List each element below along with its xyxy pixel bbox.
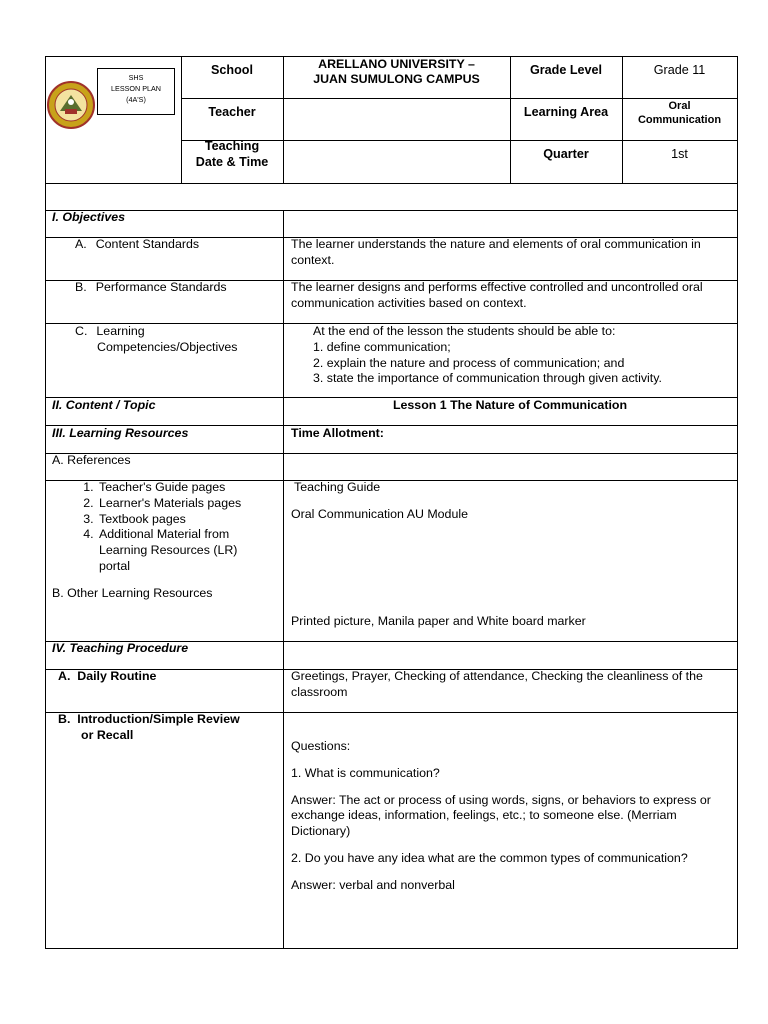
other-resources-label: B. Other Learning Resources [52,586,213,600]
school-value-line: ARELLANO UNIVERSITY – [318,57,475,71]
daily-routine-value: Greetings, Prayer, Checking of attendance, Checking the cleanliness of the classroom [291,669,703,699]
learning-area-value-line: Oral [668,100,691,112]
school-label: School [211,63,253,77]
content-standards-label-text: Content Standards [95,237,200,251]
competencies-label [75,324,280,356]
competencies-label-text: Learning [96,324,145,338]
quarter-label: Quarter [543,147,589,161]
teaching-date-label-line: Teaching [204,139,260,153]
time-allotment-label: Time Allotment: [291,426,384,440]
competencies-label-text: Competencies/Objectives [97,339,238,354]
grade-level-value: Grade 11 [653,63,706,77]
table-border-right [737,56,738,948]
competency-item: 1. define communication; [313,339,451,354]
divider [45,183,738,184]
content-topic: Lesson 1 The Nature of Communication [392,398,628,412]
learning-area-label: Learning Area [523,105,609,119]
competencies-value [313,324,733,387]
university-seal-icon [46,80,96,130]
grade-level-label: Grade Level [529,63,603,77]
reference-item: 1. Teacher's Guide pages [97,480,280,496]
module-value: Oral Communication AU Module [291,507,468,521]
table-border-left [45,56,46,948]
table-border-bottom [45,948,738,949]
other-resources-value: Printed picture, Manila paper and White board marker [291,614,586,628]
question-1: 1. What is communication? [291,765,440,780]
learning-area-value [622,99,737,127]
quarter-value: 1st [671,147,688,161]
divider [283,210,284,948]
introduction-label-line: B. Introduction/Simple Review [58,712,240,726]
answer-1: Answer: The act or process of using words, signs, or behaviors to express or exchange ideas, information, feelings, etc.; to someone else. (Merriam Dictionary) [291,792,711,839]
resources-heading: III. Learning Resources [52,426,189,440]
content-standards-label [75,237,280,253]
lesson-plan-label-line: (4A'S) [126,95,146,104]
competency-item: 3. state the importance of communication through given activity. [313,371,662,386]
teaching-guide-value: Teaching Guide [294,480,381,494]
references-label: A. References [52,453,131,467]
questions-label: Questions: [291,739,351,753]
content-standards-value: The learner understands the nature and elements of oral communication in context. [291,237,701,267]
school-value [283,56,510,87]
competencies-label-line [75,324,280,340]
competencies-intro: At the end of the lesson the students should be able to: [313,324,616,338]
teaching-date-label [181,139,283,171]
objectives-heading: I. Objectives [52,210,126,224]
list-marker: A. [75,237,87,251]
question-2: 2. Do you have any idea what are the common types of communication? [291,850,688,865]
school-value-line: JUAN SUMULONG CAMPUS [313,72,480,86]
introduction-value [291,739,733,894]
reference-list [52,480,280,575]
answer-2: Answer: verbal and nonverbal [291,877,455,892]
procedure-heading: IV. Teaching Procedure [52,641,189,655]
reference-item: 3. Textbook pages [97,512,280,528]
teaching-date-label-line: Date & Time [195,154,269,169]
lesson-plan-label-box [97,68,175,115]
performance-standards-label [75,280,280,296]
teacher-label: Teacher [208,105,256,119]
list-marker: B. [75,280,87,294]
reference-item: 2. Learner's Materials pages [97,496,280,512]
list-marker: C. [75,324,88,338]
lesson-plan-label-line: LESSON PLAN [111,84,161,93]
reference-item: 4. Additional Material from Learning Resources (LR) portal [97,527,280,574]
daily-routine-label: A. Daily Routine [58,669,157,683]
learning-area-value-line: Communication [637,114,722,126]
lesson-plan-label-line: SHS [128,73,144,82]
introduction-label-line: or Recall [81,727,134,742]
introduction-label [58,712,280,744]
performance-standards-value: The learner designs and performs effective controlled and uncontrolled oral communication activities based on context. [291,280,703,310]
content-heading: II. Content / Topic [52,398,156,412]
performance-standards-label-text: Performance Standards [95,280,227,294]
competency-item: 2. explain the nature and process of communication; and [313,355,625,370]
